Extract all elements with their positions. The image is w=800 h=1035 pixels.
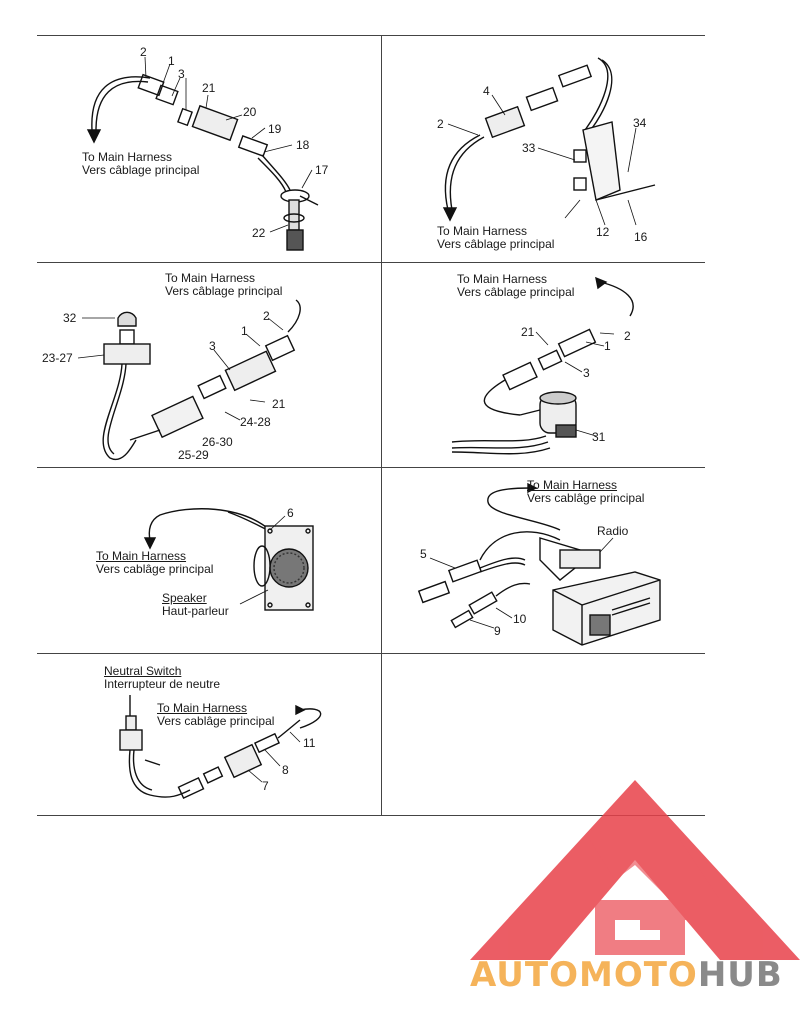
harness-label-en: To Main Harness [96,549,187,563]
harness-label-fr: Vers cablâge principal [96,562,214,576]
watermark-hub: HUB [697,955,783,995]
callout-24-28: 24-28 [240,415,271,429]
callout-21: 21 [521,325,535,339]
callout-10: 10 [513,612,527,626]
callout-21: 21 [272,397,286,411]
callout-2: 2 [437,117,444,131]
callout-33: 33 [522,141,536,155]
callout-25-29: 25-29 [178,448,209,462]
callout-1: 1 [241,324,248,338]
callout-11: 11 [303,736,316,750]
harness-label-en: To Main Harness [82,150,173,164]
callout-6: 6 [287,506,294,520]
callout-31: 31 [592,430,606,444]
neutral-switch-label-en: Neutral Switch [104,664,182,678]
callout-12: 12 [596,225,610,239]
callout-17: 17 [315,163,329,177]
watermark-text [470,955,783,995]
harness-label-en: To Main Harness [437,224,528,238]
harness-label-en: To Main Harness [457,272,548,286]
callout-26-30: 26-30 [202,435,233,449]
speaker-label-fr: Haut-parleur [162,604,229,618]
speaker-label-en: Speaker [162,591,207,605]
harness-label-fr: Vers câblage principal [82,163,200,177]
callout-18: 18 [296,138,310,152]
callout-7: 7 [262,779,269,793]
callout-1: 1 [168,54,175,68]
callout-2: 2 [624,329,631,343]
harness-label-fr: Vers cablâge principal [157,714,275,728]
callout-2: 2 [263,309,270,323]
harness-label-en: To Main Harness [527,478,618,492]
harness-label-fr: Vers câblage principal [437,237,555,251]
callout-4: 4 [483,84,490,98]
harness-label-en: To Main Harness [165,271,256,285]
radio-label: Radio [597,524,629,538]
harness-label-fr: Vers câblage principal [457,285,575,299]
neutral-switch-label-fr: Interrupteur de neutre [104,677,221,691]
callout-8: 8 [282,763,289,777]
harness-label-fr: Vers câblage principal [165,284,283,298]
watermark-moto: MOTO [578,955,698,995]
callout-19: 19 [268,122,282,136]
callout-1: 1 [604,339,611,353]
callout-3: 3 [209,339,216,353]
callout-32: 32 [63,311,77,325]
callout-2: 2 [140,45,147,59]
callout-20: 20 [243,105,257,119]
autmotohub-logo-icon [470,780,800,1035]
harness-label-en: To Main Harness [157,701,248,715]
callout-21: 21 [202,81,216,95]
callout-3: 3 [583,366,590,380]
callout-34: 34 [633,116,647,130]
harness-label-fr: Vers cablâge principal [527,491,645,505]
callout-5: 5 [420,547,427,561]
callout-22: 22 [252,226,266,240]
callout-16: 16 [634,230,648,244]
callout-3: 3 [178,67,185,81]
callout-9: 9 [494,624,501,638]
watermark-auto: AUTO [470,955,579,995]
callout-23-27: 23-27 [42,351,73,365]
